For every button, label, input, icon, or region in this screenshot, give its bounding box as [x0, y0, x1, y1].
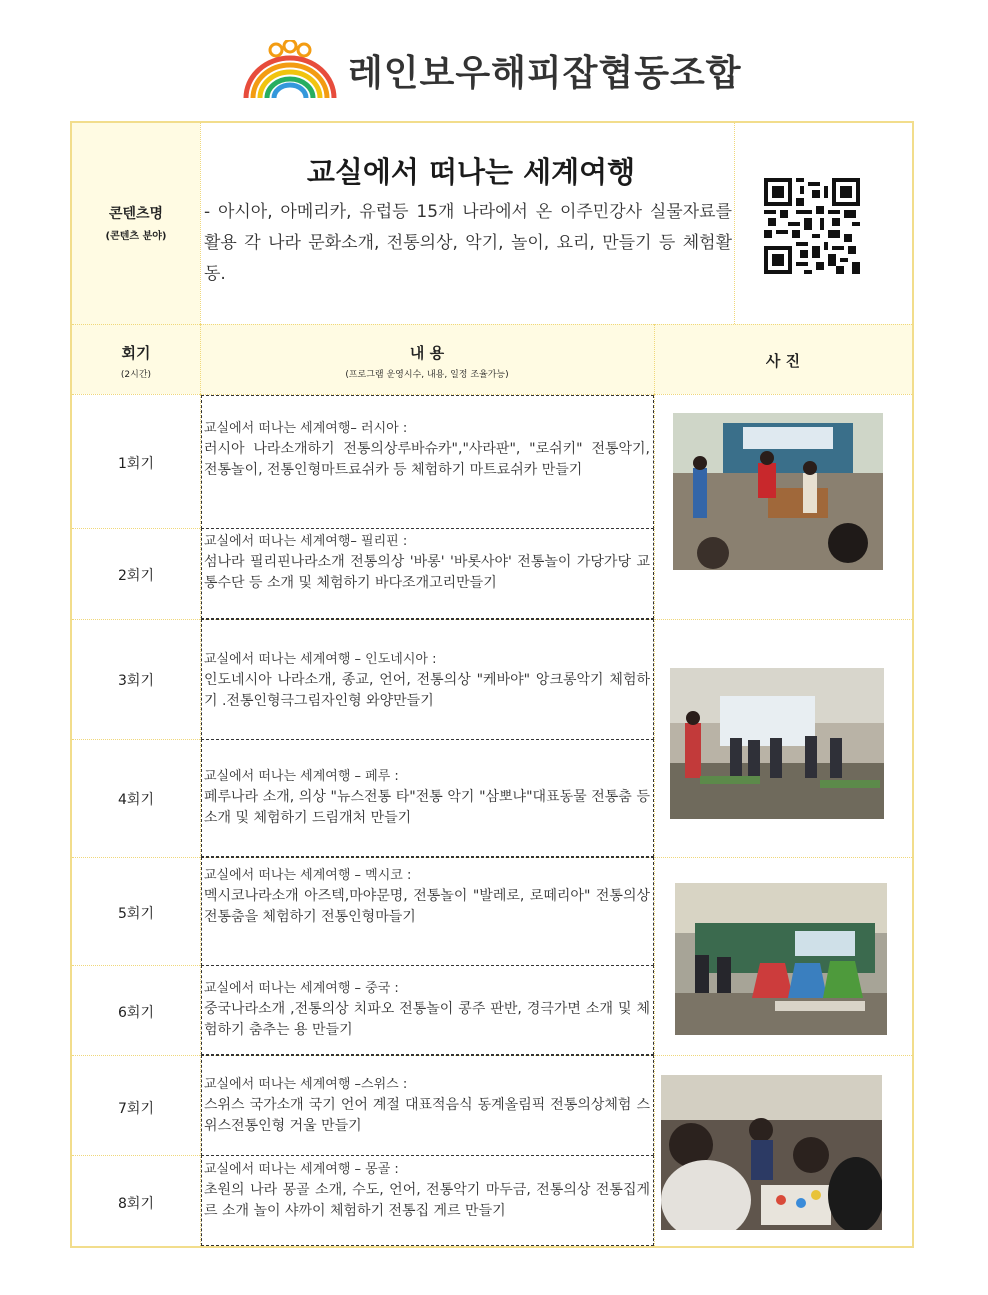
session-text-5: 멕시코나라소개 아즈텍,마야문명, 전통놀이 "발레로, 로떼리아" 전통의상 전통춤을 체험하기 전통인형마들기	[204, 888, 650, 925]
session-content-2	[204, 531, 650, 594]
session-title-1: 교실에서 떠나는 세계여행– 러시아 :	[204, 421, 408, 436]
session-title-4: 교실에서 떠나는 세계여행 – 페루 :	[204, 769, 399, 784]
content-label: 콘텐츠명	[108, 206, 164, 222]
content-header	[200, 342, 654, 380]
content-label-sub: (콘텐츠 분야)	[105, 231, 167, 242]
content-header-label: 내 용	[409, 344, 445, 362]
classroom-photo-4	[661, 1075, 882, 1230]
divider	[72, 324, 912, 325]
session-text-2: 섬나라 필리핀나라소개 전통의상 '바롱' '바롯사야' 전통놀이 가당가당 교통수단 등 소개 및 체험하기 바다조개고리만들기	[204, 554, 650, 591]
content-header-sub: (프로그램 운영시수, 내용, 일정 조율가능)	[345, 370, 509, 380]
divider	[72, 739, 200, 740]
session-header	[72, 342, 200, 380]
divider	[200, 123, 201, 324]
session-label-7: 7회기	[118, 1101, 154, 1117]
session-label-1: 1회기	[118, 456, 154, 472]
content-description: - 아시아, 아메리카, 유럽등 15개 나라에서 온 이주민강사 실물자료를 활용 각 나라 문화소개, 전통의상, 악기, 놀이, 요리, 만들기 등 체험활동.	[204, 202, 732, 284]
divider	[72, 528, 200, 529]
session-title-8: 교실에서 떠나는 세계여행 – 몽골 :	[204, 1162, 399, 1177]
divider	[654, 394, 655, 1246]
session-label-5: 5회기	[118, 906, 154, 922]
rainbow-logo-icon	[240, 40, 340, 100]
session-content-6	[204, 978, 650, 1041]
session-content-3	[204, 649, 650, 712]
divider	[72, 1155, 200, 1156]
session-text-1: 러시아 나라소개하기 전통의상루바슈카","사라판", "로쉬키" 전통악기, 전통놀이, 전통인형마트료쉬카 등 체험하기 마트료쉬카 만들기	[204, 441, 650, 478]
org-name: 레인보우해피잡협동조합	[348, 52, 742, 94]
session-label-8: 8회기	[118, 1196, 154, 1212]
session-title-3: 교실에서 떠나는 세계여행 – 인도네시아 :	[204, 652, 437, 667]
session-label-4: 4회기	[118, 792, 154, 808]
session-text-4: 페루나라 소개, 의상 "뉴스전통 타"전통 악기 "삼뽀냐"대표동물 전통춤 등 소개 및 체험하기 드림개처 만들기	[204, 789, 650, 826]
session-title-6: 교실에서 떠나는 세계여행 – 중국 :	[204, 981, 399, 996]
session-text-7: 스위스 국가소개 국기 언어 계절 대표적음식 동계올림픽 전통의상체험 스위스전통인형 거울 만들기	[204, 1097, 650, 1134]
header	[240, 40, 742, 100]
session-text-8: 초원의 나라 몽골 소개, 수도, 언어, 전통악기 마두금, 전통의상 전통집게르 소개 놀이 샤까이 체험하기 전통집 게르 만들기	[204, 1182, 650, 1219]
session-content-7	[204, 1074, 650, 1137]
session-text-3: 인도네시아 나라소개, 종교, 언어, 전통의상 "케바야" 앙크롱악기 체험하기 .전통인형극그림자인형 와양만들기	[204, 672, 650, 709]
classroom-photo-2	[670, 668, 884, 819]
photo-header-label: 사 진	[765, 352, 801, 370]
session-label-2: 2회기	[118, 568, 154, 584]
session-content-1	[204, 418, 650, 481]
session-label-6: 6회기	[118, 1005, 154, 1021]
session-content-4	[204, 766, 650, 829]
classroom-photo-3	[675, 883, 887, 1035]
classroom-photo-1	[673, 413, 883, 570]
session-label-3: 3회기	[118, 673, 154, 689]
session-text-6: 중국나라소개 ,전통의상 치파오 전통놀이 콩주 판반, 경극가면 소개 및 체험하기 춤추는 용 만들기	[204, 1001, 650, 1038]
session-title-5: 교실에서 떠나는 세계여행 – 멕시코 :	[204, 868, 412, 883]
photo-header	[654, 350, 912, 371]
session-content-5	[204, 865, 650, 928]
session-title-7: 교실에서 떠나는 세계여행 –스위스 :	[204, 1077, 408, 1092]
content-title	[204, 150, 738, 191]
qr-code-icon[interactable]	[764, 178, 860, 274]
session-header-label: 회기	[121, 344, 151, 362]
session-title-2: 교실에서 떠나는 세계여행– 필리핀 :	[204, 534, 408, 549]
divider	[734, 123, 735, 324]
content-title-text: 교실에서 떠나는 세계여행	[306, 155, 636, 189]
content-label-cell	[72, 123, 200, 324]
session-content-8	[204, 1159, 650, 1222]
session-header-sub: (2시간)	[120, 370, 152, 380]
divider	[72, 965, 200, 966]
